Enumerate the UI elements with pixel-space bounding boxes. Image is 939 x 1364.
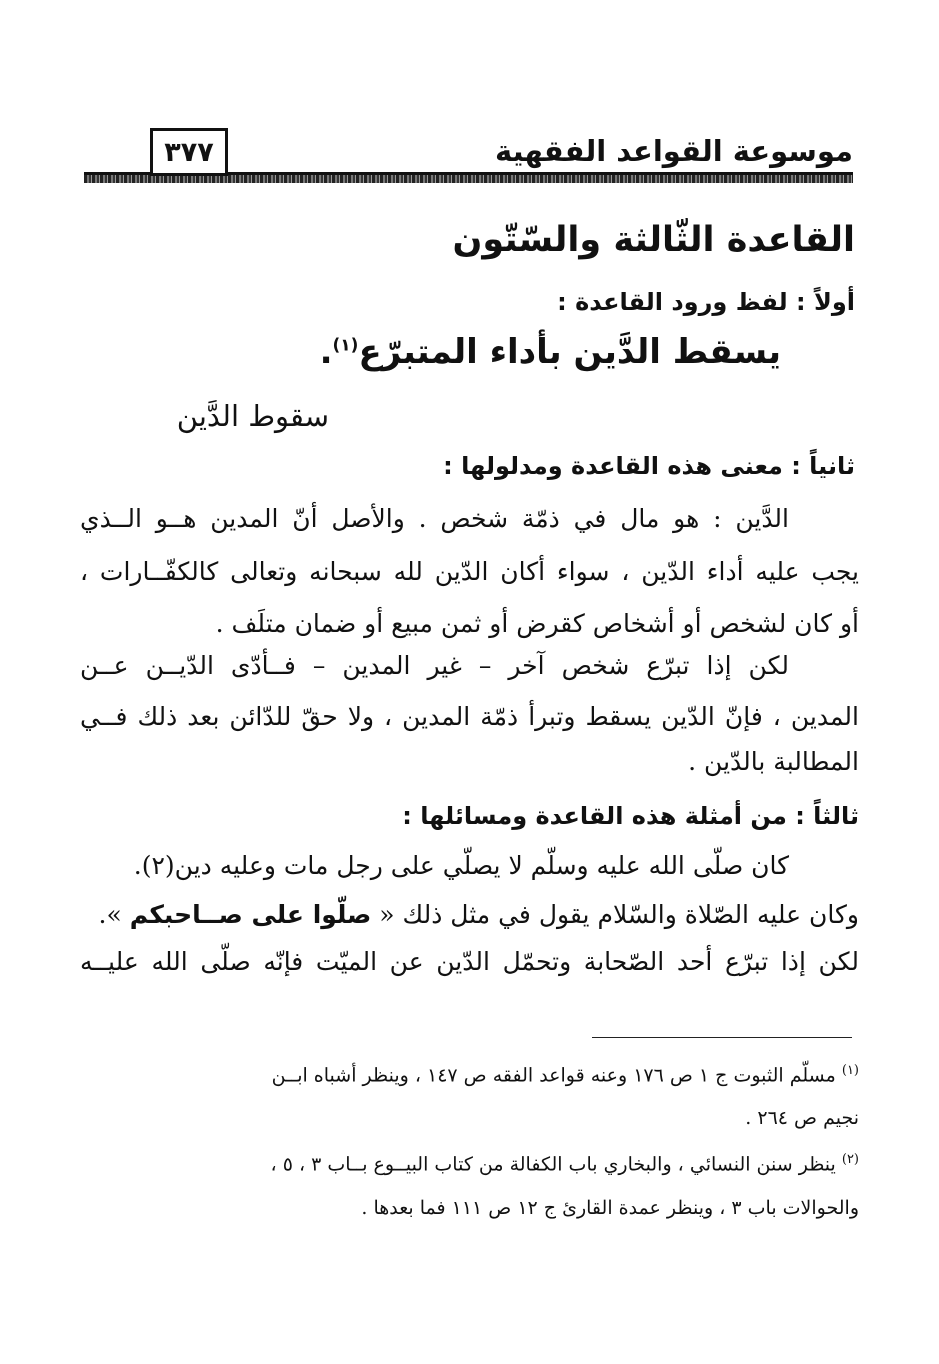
footnote-1-line-1 <box>96 1063 859 1086</box>
page-number: ٣٧٧ <box>150 128 228 176</box>
quoted-hadith: صلّوا على صــاحبكم <box>129 900 372 929</box>
section3-line-3: لكن إذا تبرّع أحد الصّحابة وتحمّل الدّين عن الميّت فإنّه صلّى الله عليــه <box>80 947 859 976</box>
section2-line-5: المدين ، فإنّ الدّين يسقط وتبرأ ذمّة المدين ، ولا حقّ للدّائن بعد ذلك فــي <box>80 702 859 731</box>
footnote-separator <box>592 1037 852 1038</box>
rule-subtitle: سقوط الدَّين <box>176 399 329 433</box>
section2-heading: ثانياً : معنى هذه القاعدة ومدلولها : <box>443 452 855 480</box>
section1-heading: أولاً : لفظ ورود القاعدة : <box>557 288 855 316</box>
section2-line-2: يجب عليه أداء الدّين ، سواء أكان الدّين لله سبحانه وتعالى كالكفّــارات ، <box>80 557 859 586</box>
footnote-ref-1: (١) <box>332 335 359 356</box>
rule-title: القاعدة الثّالثة والسّتّون <box>452 220 855 260</box>
running-title: موسوعة القواعد الفقهية <box>495 134 853 168</box>
section2-line-3: أو كان لشخص أو أشخاص كقرض أو ثمن مبيع أو ضمان متلَف . <box>215 609 859 638</box>
section2-line-6: المطالبة بالدّين . <box>688 747 859 776</box>
rule-statement-text: يسقط الدَّين بأداء المتبرّع <box>358 332 781 372</box>
section3-line-2 <box>99 900 859 929</box>
section3-line-2-end: ». <box>98 900 130 929</box>
section3-heading: ثالثاً : من أمثلة هذه القاعدة ومسائلها : <box>402 802 859 830</box>
rule-statement <box>320 332 781 372</box>
footnote-2-marker: (٢) <box>841 1152 859 1167</box>
footnote-2-line-2: والحوالات باب ٣ ، وينظر عمدة القارئ ج ١٢ ص ١١١ فما بعدها . <box>361 1197 859 1219</box>
footnote-2-line-1 <box>96 1152 859 1175</box>
footnote-1-text: مسلّم الثبوت ج ١ ص ١٧٦ وعنه قواعد الفقه ص ١٤٧ ، وينظر أشباه ابــن <box>271 1064 836 1087</box>
footnote-1-line-2: نجيم ص ٢٦٤ . <box>745 1107 859 1129</box>
section2-line-1: الدَّين : هو مال في ذمّة شخص . والأصل أنّ المدين هــو الــذي <box>80 504 789 533</box>
footnote-2-text: ينظر سنن النسائي ، والبخاري باب الكفالة من كتاب البيــوع بــاب ٣ ، ٥ ، <box>270 1153 836 1176</box>
footnote-1-marker: (١) <box>841 1063 859 1078</box>
section3-line-2-text: وكان عليه الصّلاة والسّلام يقول في مثل ذلك « <box>371 900 859 929</box>
section2-line-4: لكن إذا تبرّع شخص آخر – غير المدين – فــأدّى الدّيــن عــن <box>80 651 789 680</box>
section3-line-1: كان صلّى الله عليه وسلّم لا يصلّي على رجل مات وعليه دين(٢). <box>133 851 789 880</box>
rule-statement-end: . <box>319 332 333 372</box>
